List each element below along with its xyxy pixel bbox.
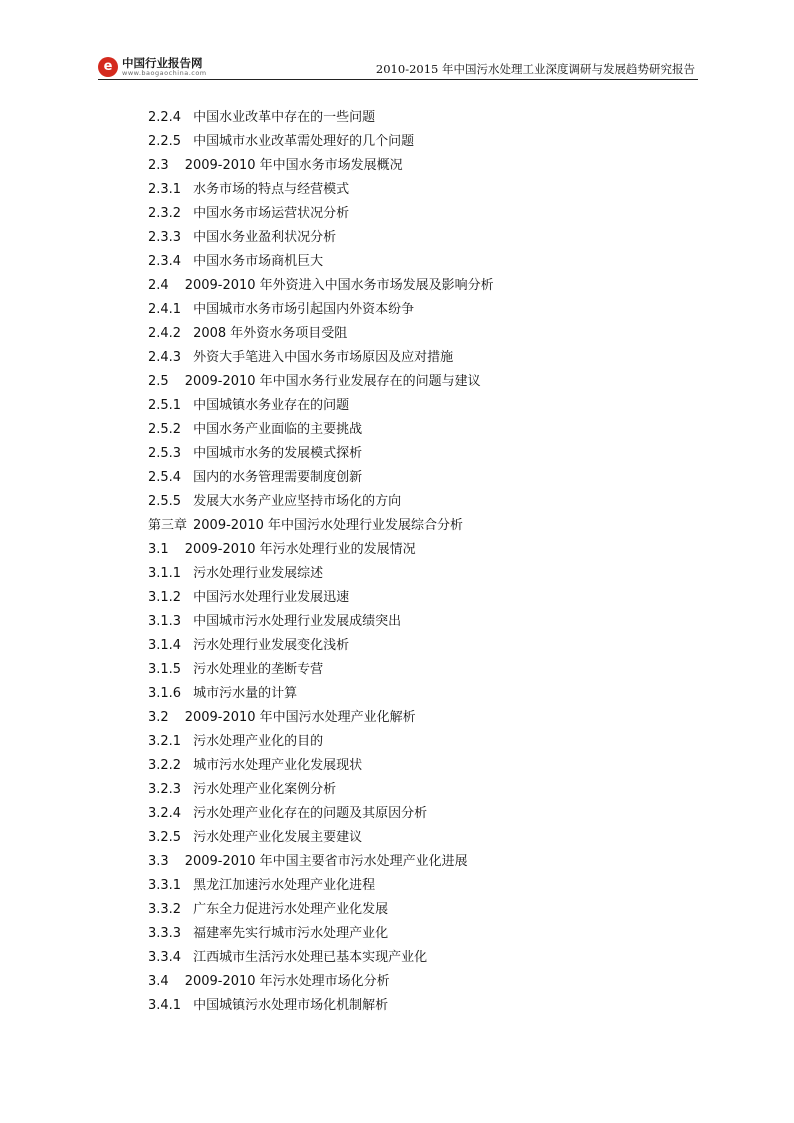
toc-entry: [148, 802, 494, 826]
toc-entry: [148, 562, 494, 586]
toc-entry-number: 2.3.3: [148, 230, 182, 245]
toc-entry-number: 2.4.1: [148, 302, 182, 317]
toc-entry: [148, 178, 494, 202]
toc-entry: [148, 826, 494, 850]
toc-entry-title: 江西城市生活污水处理已基本实现产业化: [193, 950, 428, 965]
toc-entry-title: 中国水务产业面临的主要挑战: [193, 422, 363, 437]
toc-entry-number: 2.2.4: [148, 110, 182, 125]
logo-icon: e: [98, 57, 118, 77]
toc-entry: [148, 970, 494, 994]
toc-entry-title: 中国水务市场商机巨大: [193, 254, 324, 269]
toc-entry: [148, 202, 494, 226]
toc-entry: [148, 106, 494, 130]
toc-entry-title: 中国水业改革中存在的一些问题: [193, 110, 376, 125]
toc-entry: [148, 898, 494, 922]
site-logo: [98, 56, 238, 80]
toc-entry-number: 2.5.2: [148, 422, 182, 437]
toc-entry: [148, 394, 494, 418]
toc-entry: [148, 514, 494, 538]
toc-entry-title: 中国城镇水务业存在的问题: [193, 398, 350, 413]
toc-entry-title: 2009-2010 年污水处理市场化分析: [184, 974, 390, 989]
toc-entry: [148, 538, 494, 562]
toc-entry-title: 污水处理产业化发展主要建议: [193, 830, 363, 845]
toc-entry: [148, 250, 494, 274]
toc-entry-title: 中国污水处理行业发展迅速: [193, 590, 350, 605]
toc-entry: [148, 682, 494, 706]
toc-entry-title: 中国城市水业改革需处理好的几个问题: [193, 134, 415, 149]
toc-entry: [148, 946, 494, 970]
toc-entry: [148, 994, 494, 1018]
toc-entry: [148, 322, 494, 346]
toc-entry-number: 2.2.5: [148, 134, 182, 149]
toc-entry: [148, 634, 494, 658]
toc-entry-title: 城市污水处理产业化发展现状: [193, 758, 363, 773]
toc-entry-title: 广东全力促进污水处理产业化发展: [193, 902, 389, 917]
toc-entry: [148, 298, 494, 322]
toc-entry-number: 2.3.1: [148, 182, 182, 197]
toc-entry-title: 2009-2010 年外资进入中国水务市场发展及影响分析: [184, 278, 494, 293]
toc-entry-number: 3.2.2: [148, 758, 182, 773]
toc-entry-number: 3.1.2: [148, 590, 182, 605]
toc-entry-title: 发展大水务产业应坚持市场化的方向: [193, 494, 402, 509]
toc-entry: [148, 730, 494, 754]
toc-entry: [148, 442, 494, 466]
toc-entry: [148, 874, 494, 898]
toc-entry-number: 3.1.3: [148, 614, 182, 629]
toc-entry-number: 3.1.6: [148, 686, 182, 701]
toc-entry: [148, 850, 494, 874]
toc-entry-title: 污水处理产业化存在的问题及其原因分析: [193, 806, 428, 821]
toc-entry: [148, 154, 494, 178]
header-divider: [98, 79, 698, 80]
toc-entry-title: 2008 年外资水务项目受阻: [193, 326, 348, 341]
toc-entry-number: 3.2.5: [148, 830, 182, 845]
toc-entry-title: 2009-2010 年中国污水处理行业发展综合分析: [193, 518, 464, 533]
toc-entry-number: 3.3.4: [148, 950, 182, 965]
toc-entry-title: 国内的水务管理需要制度创新: [193, 470, 363, 485]
toc-entry-number: 3.3.3: [148, 926, 182, 941]
page-header: [98, 56, 698, 80]
toc-entry: [148, 130, 494, 154]
toc-entry: [148, 370, 494, 394]
toc-entry-number: 2.4.2: [148, 326, 182, 341]
toc-entry-title: 污水处理行业发展变化浅析: [193, 638, 350, 653]
logo-url: www.baogaochina.com: [122, 69, 207, 77]
toc-entry-title: 2009-2010 年中国污水处理产业化解析: [184, 710, 416, 725]
toc-entry-title: 中国水务业盈利状况分析: [193, 230, 337, 245]
toc-entry-number: 3.1.1: [148, 566, 182, 581]
toc-entry-number: 2.5.5: [148, 494, 182, 509]
toc-entry-title: 外资大手笔进入中国水务市场原因及应对措施: [193, 350, 454, 365]
toc-entry-number: 3.4.1: [148, 998, 182, 1013]
toc-entry-title: 福建率先实行城市污水处理产业化: [193, 926, 389, 941]
toc-entry: [148, 490, 494, 514]
toc-entry-number: 2.5.3: [148, 446, 182, 461]
toc-entry-number: 2.5: [148, 374, 169, 389]
toc-entry-number: 3.2: [148, 710, 169, 725]
toc-entry-title: 2009-2010 年中国水务行业发展存在的问题与建议: [184, 374, 481, 389]
toc-entry-title: 2009-2010 年中国主要省市污水处理产业化进展: [184, 854, 468, 869]
toc-entry-number: 2.3.2: [148, 206, 182, 221]
toc-entry-title: 黑龙江加速污水处理产业化进程: [193, 878, 376, 893]
toc-entry-number: 第三章: [148, 518, 188, 533]
toc-entry: [148, 922, 494, 946]
toc-entry: [148, 346, 494, 370]
toc-entry-number: 2.4.3: [148, 350, 182, 365]
toc-entry-number: 3.3.2: [148, 902, 182, 917]
toc-entry-title: 污水处理行业发展综述: [193, 566, 324, 581]
toc-entry-number: 3.2.1: [148, 734, 182, 749]
toc-entry: [148, 586, 494, 610]
toc-entry: [148, 754, 494, 778]
document-title: 2010-2015 年中国污水处理工业深度调研与发展趋势研究报告: [375, 62, 695, 76]
toc-entry: [148, 274, 494, 298]
toc-entry-title: 污水处理业的垄断专营: [193, 662, 324, 677]
toc-entry-number: 3.2.3: [148, 782, 182, 797]
toc-entry-number: 3.3: [148, 854, 169, 869]
toc-entry: [148, 610, 494, 634]
toc-entry-title: 2009-2010 年中国水务市场发展概况: [184, 158, 403, 173]
toc-entry-title: 2009-2010 年污水处理行业的发展情况: [184, 542, 416, 557]
toc-entry: [148, 778, 494, 802]
toc-entry-title: 水务市场的特点与经营模式: [193, 182, 350, 197]
toc-entry-number: 3.1.5: [148, 662, 182, 677]
toc-entry-number: 3.4: [148, 974, 169, 989]
toc-entry-title: 中国城镇污水处理市场化机制解析: [193, 998, 389, 1013]
toc-entry: [148, 226, 494, 250]
toc-entry-title: 城市污水量的计算: [193, 686, 298, 701]
toc-entry-title: 中国城市水务的发展模式探析: [193, 446, 363, 461]
toc-entry-number: 2.3: [148, 158, 169, 173]
toc-entry-number: 2.5.4: [148, 470, 182, 485]
toc-entry: [148, 658, 494, 682]
logo-name: 中国行业报告网: [122, 56, 203, 70]
toc-entry-title: 污水处理产业化的目的: [193, 734, 324, 749]
toc-entry-number: 3.1.4: [148, 638, 182, 653]
toc-entry-title: 中国城市水务市场引起国内外资本纷争: [193, 302, 415, 317]
toc-entry-number: 3.2.4: [148, 806, 182, 821]
toc-entry-number: 3.1: [148, 542, 169, 557]
toc-entry: [148, 706, 494, 730]
toc-entry-title: 中国水务市场运营状况分析: [193, 206, 350, 221]
toc-entry: [148, 418, 494, 442]
toc-entry-number: 2.4: [148, 278, 169, 293]
toc-entry-title: 中国城市污水处理行业发展成绩突出: [193, 614, 402, 629]
toc-entry-number: 2.3.4: [148, 254, 182, 269]
toc-entry-number: 3.3.1: [148, 878, 182, 893]
toc-entry: [148, 466, 494, 490]
toc-entry-title: 污水处理产业化案例分析: [193, 782, 337, 797]
toc-entry-number: 2.5.1: [148, 398, 182, 413]
table-of-contents: [148, 106, 494, 1018]
